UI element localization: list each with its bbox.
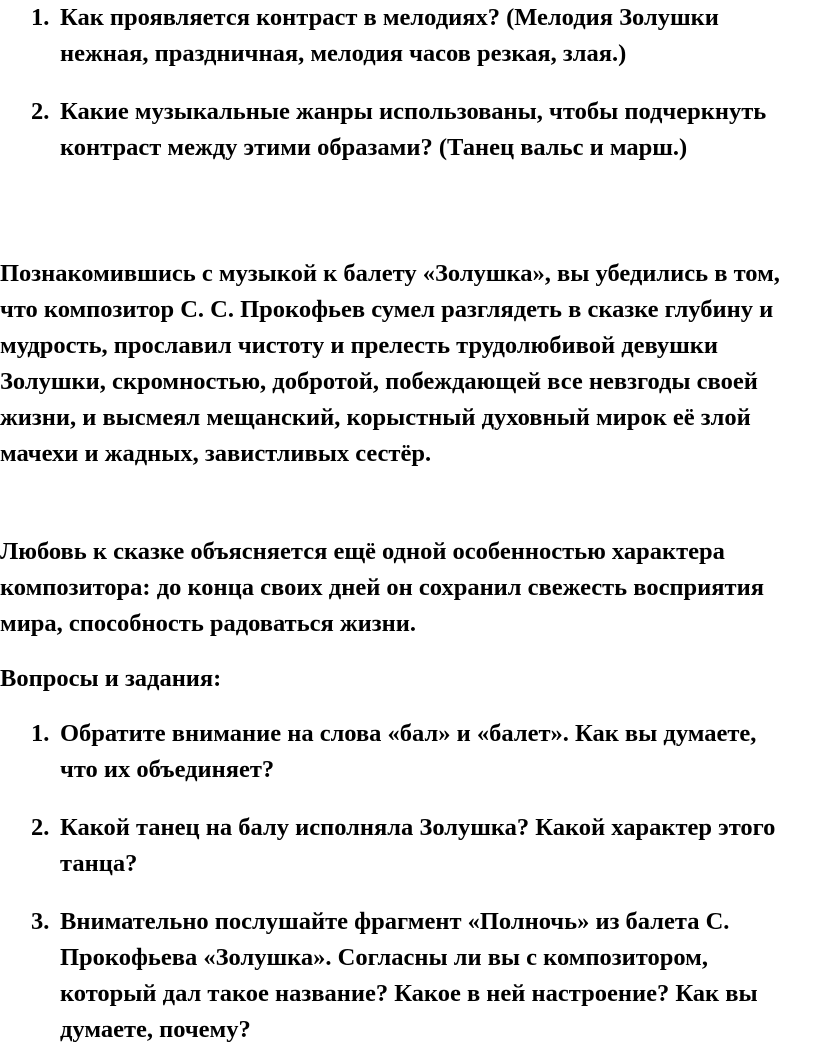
list-number: 2. [31, 98, 50, 125]
list-item-text: Внимательно послушайте фрагмент «Полночь» из балета С. Прокофьева «Золушка». Согласны ли вы с композитором, который дал такое название? Какое в ней настроение? Как вы думаете, почему? [60, 908, 758, 1043]
list-item [0, 94, 796, 166]
list-item-text: Как проявляется контраст в мелодиях? (Мелодия Золушки нежная, праздничная, мелодия часов резкая, злая.) [60, 4, 719, 67]
paragraph-cinderella-ballet: Познакомившись с музыкой к балету «Золушка», вы убедились в том, что композитор С. С. Прокофьев сумел разглядеть в сказке глубину и мудрость, прославил чистоту и прелесть трудолюбивой девушки Золушки, скромностью, добротой, побеждающей все невзгоды своей жизни, и высмеял мещанский, корыстный духовный мирок её злой мачехи и жадных, завистливых сестёр. [0, 260, 780, 467]
list-item-text: Какой танец на балу исполняла Золушка? Какой характер этого танца? [60, 814, 776, 877]
list-number: 2. [31, 814, 50, 841]
list-item [0, 716, 796, 788]
section-heading: Вопросы и задания: [0, 665, 222, 692]
questions-list-bottom [0, 716, 816, 1048]
list-item-text: Обратите внимание на слова «бал» и «балет». Как вы думаете, что их объединяет? [60, 720, 757, 783]
list-number: 1. [31, 4, 50, 31]
list-item-text: Какие музыкальные жанры использованы, чтобы подчеркнуть контраст между этими образами? (Танец вальс и марш.) [60, 98, 767, 161]
list-number: 1. [31, 720, 50, 747]
list-number: 3. [31, 908, 50, 935]
paragraph-love-of-fairy-tales: Любовь к сказке объясняется ещё одной особенностью характера композитора: до конца своих дней он сохранил свежесть восприятия мира, способность радоваться жизни. [0, 538, 764, 637]
list-item [0, 904, 796, 1048]
list-item [0, 0, 796, 72]
list-item [0, 810, 796, 882]
questions-list-top [0, 0, 816, 166]
